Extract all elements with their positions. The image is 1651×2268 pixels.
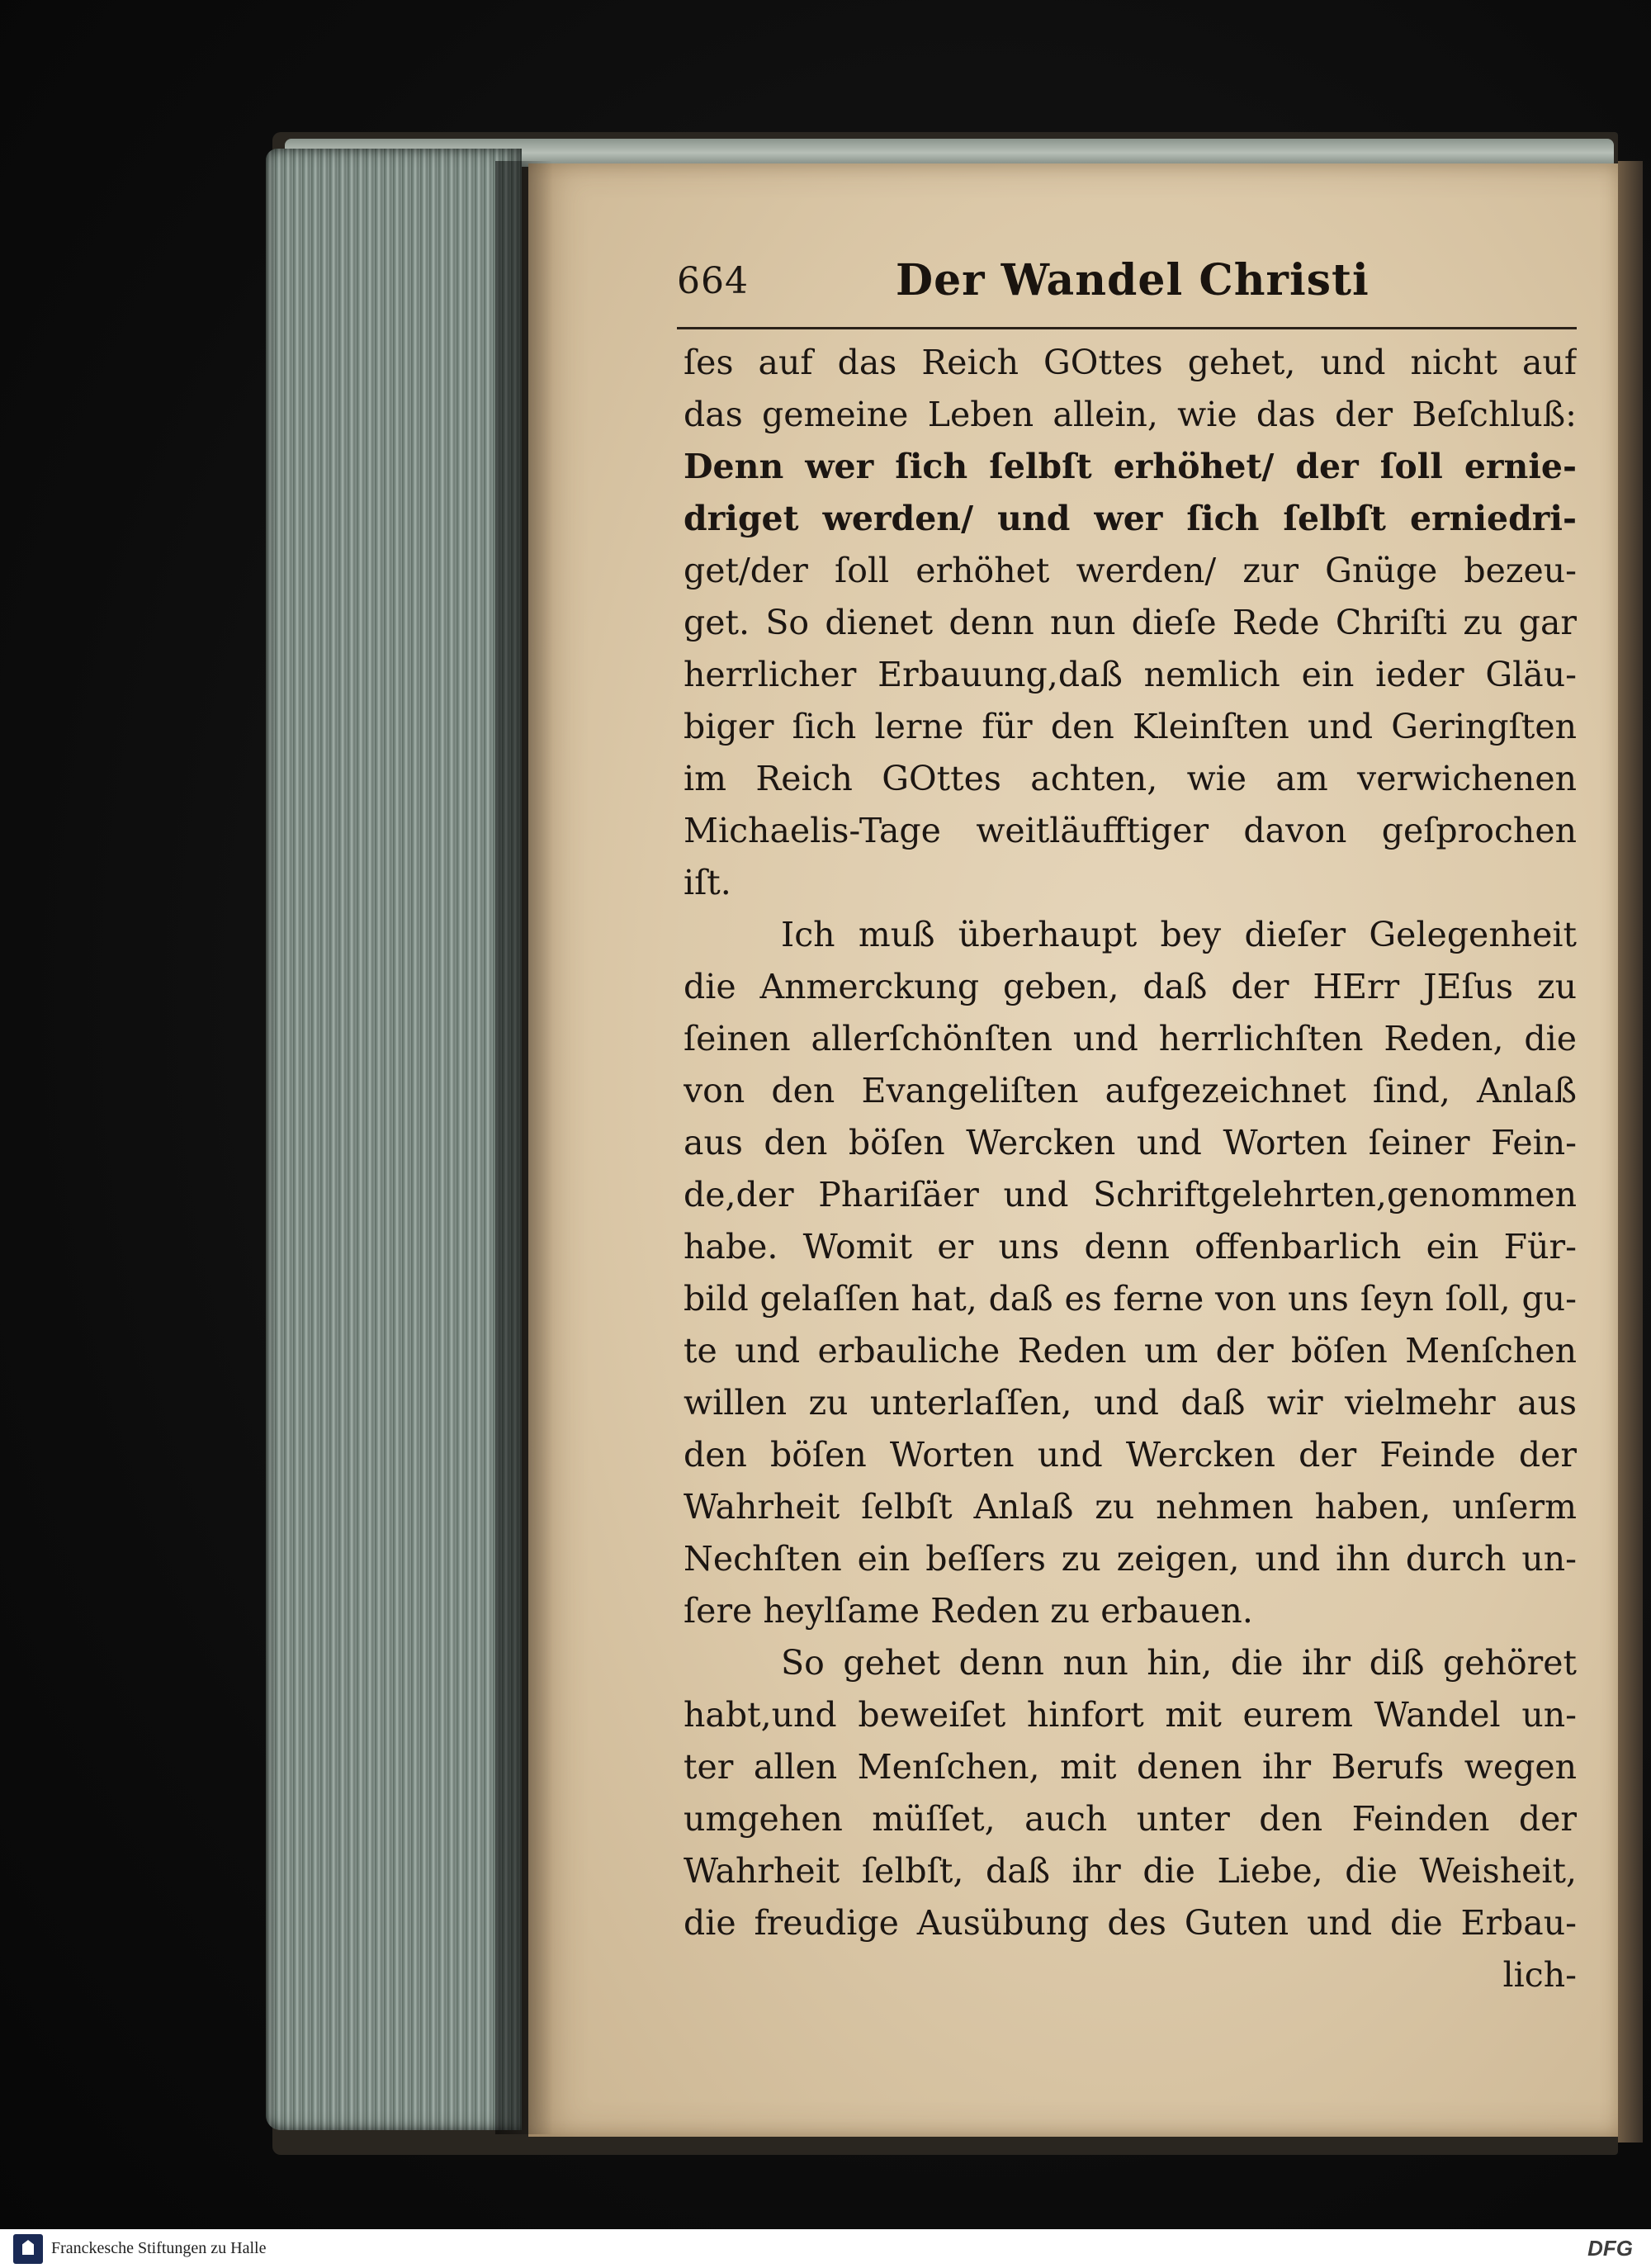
text-line: Wahrheit ſelbſt, daß ihr die Liebe, die Weisheit, [684,1851,1577,1891]
text-line: herrlicher Erbauung,daß nemlich ein ieder Gläu- [684,655,1577,694]
text-line: Michaelis-Tage weitläufftiger davon geſprochen [684,811,1577,850]
body-text [684,337,1577,2001]
page-right-rim [1618,161,1643,2143]
text-line: iſt. [684,863,731,902]
dfg-logo: DFG [1587,2236,1633,2261]
text-line-emphasis: Denn wer ſich ſelbſt erhöhet/ der ſoll ernie- [684,447,1577,486]
text-line: get. So dienet denn nun dieſe Rede Chriſti zu gar [684,603,1577,642]
text-line: habe. Womit er uns denn offenbarlich ein Für- [684,1227,1577,1267]
text-line: te und erbauliche Reden um der böſen Menſchen [684,1331,1577,1371]
viewer-footer [0,2229,1651,2268]
text-line: de,der Phariſäer und Schriftgelehrten,genommen [684,1175,1577,1214]
text-line: biger ſich lerne für den Kleinſten und Geringſten [684,707,1577,746]
text-line: get/der ſoll erhöhet werden/ zur Gnüge bezeu- [684,551,1577,590]
text-line: ter allen Menſchen, mit denen ihr Berufs wegen [684,1747,1577,1787]
running-head: Der Wandel Christi [896,255,1370,305]
text-line: im Reich GOttes achten, wie am verwichenen [684,759,1577,798]
text-line: willen zu unterlaſſen, und daß wir vielmehr aus [684,1383,1577,1423]
gutter-shadow [495,161,553,2134]
text-line: bild gelaſſen hat, daß es ferne von uns ſeyn ſoll, gu- [684,1279,1577,1319]
text-line: ſeinen allerſchönſten und herrlichſten Reden, die [684,1019,1577,1058]
text-line: von den Evangeliſten aufgezeichnet ſind, Anlaß [684,1071,1577,1110]
text-line: ſes auf das Reich GOttes gehet, und nicht auf [684,343,1577,382]
text-line: die Anmerckung geben, daß der HErr JEſus zu [684,967,1577,1006]
text-line: Nechſten ein beſſers zu zeigen, und ihn durch un- [684,1539,1577,1579]
text-line-paragraph-start: So gehet denn nun hin, die ihr diß gehöret [781,1643,1577,1683]
text-line: den böſen Worten und Wercken der Feinde der [684,1435,1577,1475]
text-line: Wahrheit ſelbſt Anlaß zu nehmen haben, unſerm [684,1487,1577,1527]
text-line-paragraph-start: Ich muß überhaupt bey dieſer Gelegenheit [781,915,1577,954]
text-line: ſere heylſame Reden zu erbauen. [684,1591,1253,1631]
page-number: 664 [677,260,749,302]
page-header [677,255,1577,326]
catchword: lich- [1502,1955,1577,1995]
institution-logo-icon [13,2234,43,2264]
text-line: aus den böſen Wercken und Worten ſeiner Fein- [684,1123,1577,1162]
page-edges-stack [266,149,522,2130]
text-line: das gemeine Leben allein, wie das der Beſchluß: [684,395,1577,434]
text-line-emphasis: driget werden/ und wer ſich ſelbſt erniedri- [684,499,1577,538]
header-rule [677,327,1577,329]
institution-name: Franckesche Stiftungen zu Halle [51,2239,267,2257]
text-line: habt,und beweiſet hinfort mit eurem Wandel un- [684,1695,1577,1735]
text-line: die freudige Ausübung des Guten und die Erbau- [684,1903,1577,1943]
text-line: umgehen müſſet, auch unter den Feinden der [684,1799,1577,1839]
